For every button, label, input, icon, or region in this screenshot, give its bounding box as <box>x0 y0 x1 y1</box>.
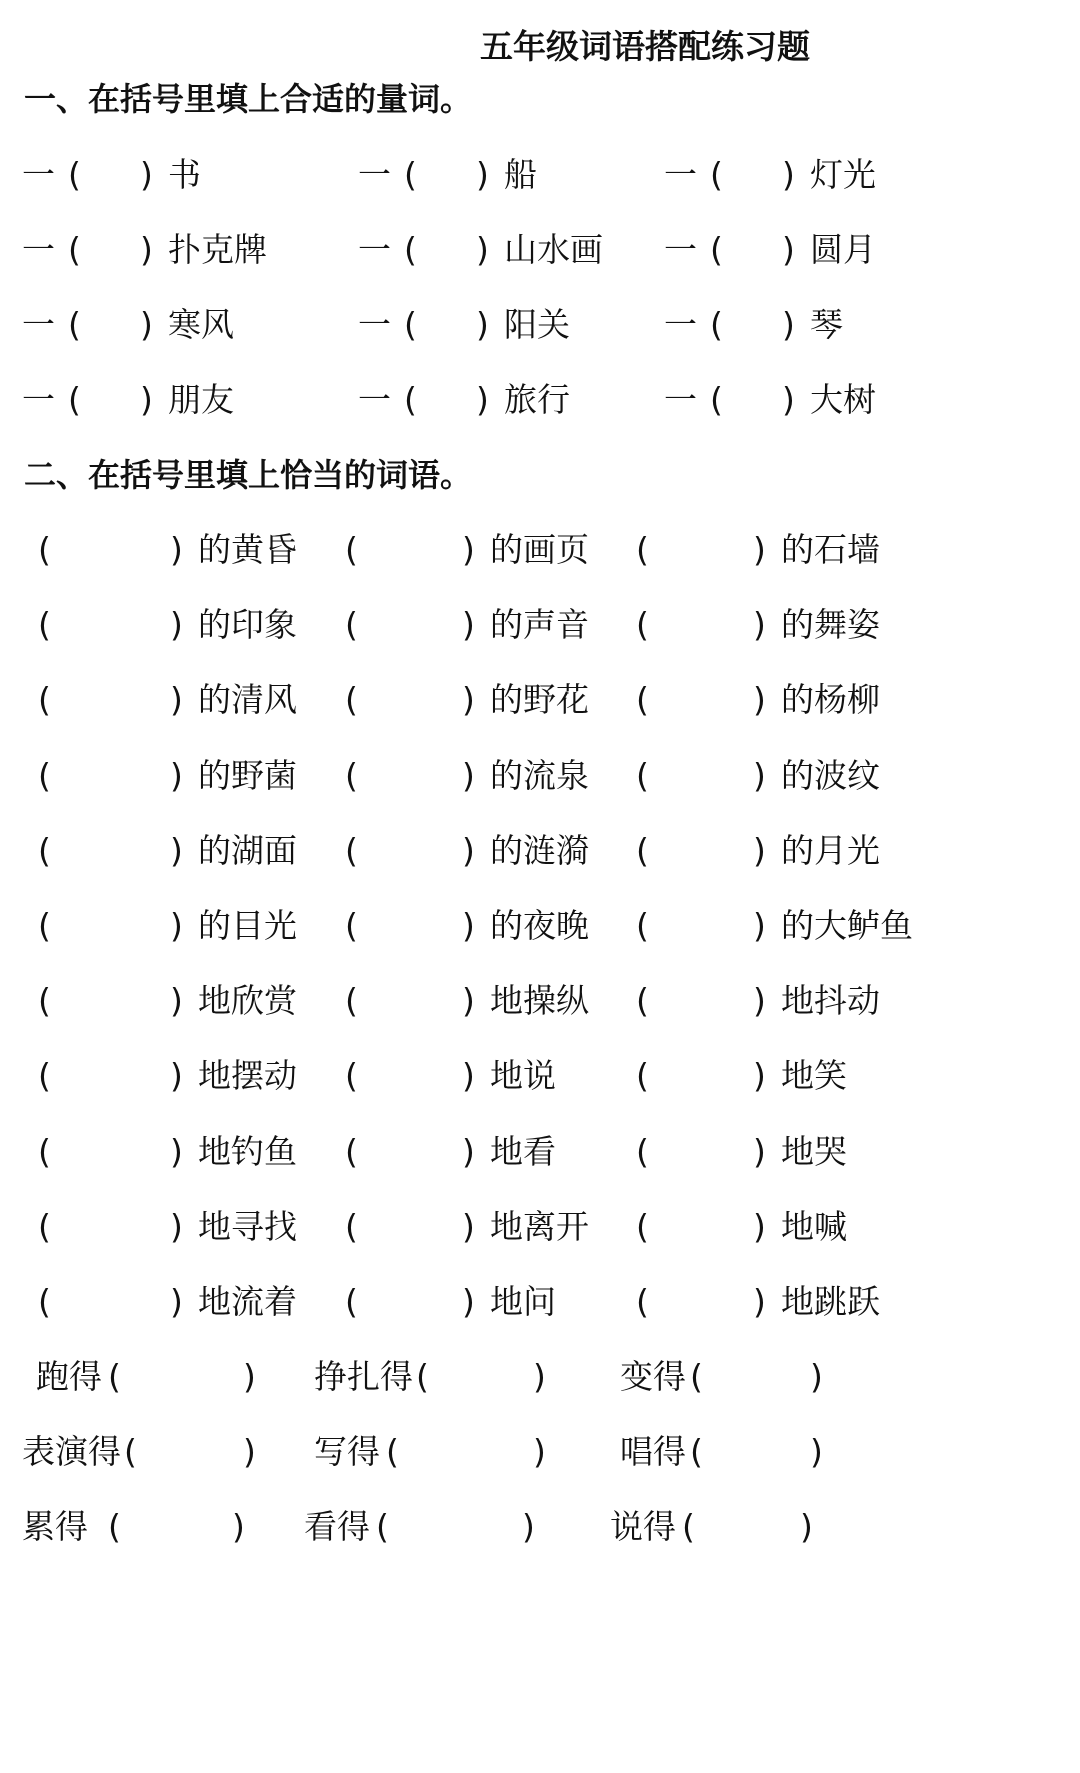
close-paren: ) <box>476 230 489 269</box>
close-paren: ) <box>810 1357 823 1396</box>
answer-blank[interactable] <box>365 1127 460 1177</box>
target-word: 的波纹 <box>781 755 880 795</box>
close-paren: ) <box>533 1357 546 1396</box>
answer-blank[interactable] <box>58 600 168 650</box>
answer-blank[interactable] <box>656 1277 751 1327</box>
modifier-row <box>0 675 1080 725</box>
prefix-one: 一 <box>664 230 697 269</box>
answer-blank[interactable] <box>88 375 138 425</box>
prefix-one: 一 <box>22 155 55 194</box>
answer-blank[interactable] <box>656 826 751 876</box>
close-paren: ) <box>753 1206 766 1246</box>
target-word: 看得 <box>304 1507 370 1546</box>
complement-row <box>0 1427 1080 1477</box>
target-word: 琴 <box>810 305 843 344</box>
close-paren: ) <box>462 1131 475 1171</box>
open-paren: ( <box>38 530 51 569</box>
target-word: 旅行 <box>504 380 570 419</box>
answer-blank[interactable] <box>58 1277 168 1327</box>
close-paren: ) <box>170 605 183 645</box>
measure-word-row <box>0 225 1080 275</box>
answer-blank[interactable] <box>144 1427 241 1477</box>
close-paren: ) <box>462 830 475 870</box>
answer-blank[interactable] <box>656 1202 751 1252</box>
close-paren: ) <box>753 605 766 645</box>
open-paren: ( <box>416 1357 429 1396</box>
open-paren: ( <box>404 305 417 344</box>
modifier-row <box>0 826 1080 876</box>
open-paren: ( <box>345 981 358 1021</box>
open-paren: ( <box>710 230 723 269</box>
close-paren: ) <box>462 530 475 569</box>
close-paren: ) <box>170 530 183 569</box>
open-paren: ( <box>636 906 649 945</box>
target-word: 的野菌 <box>198 755 297 795</box>
modifier-row <box>0 976 1080 1026</box>
answer-blank[interactable] <box>58 1202 168 1252</box>
open-paren: ( <box>690 1357 703 1396</box>
answer-blank[interactable] <box>58 826 168 876</box>
target-word: 跑得 <box>36 1357 102 1396</box>
answer-blank[interactable] <box>365 600 460 650</box>
target-word: 唱得 <box>620 1432 686 1471</box>
answer-blank[interactable] <box>424 375 474 425</box>
target-word: 表演得 <box>22 1432 121 1471</box>
target-word: 地问 <box>490 1282 556 1321</box>
page-title: 五年级词语搭配练习题 <box>480 27 810 66</box>
open-paren: ( <box>345 830 358 870</box>
close-paren: ) <box>170 1206 183 1246</box>
open-paren: ( <box>710 380 723 419</box>
close-paren: ) <box>753 830 766 870</box>
prefix-one: 一 <box>664 305 697 344</box>
answer-blank[interactable] <box>656 600 751 650</box>
target-word: 灯光 <box>810 155 876 194</box>
open-paren: ( <box>710 305 723 344</box>
answer-blank[interactable] <box>436 1352 531 1402</box>
answer-blank[interactable] <box>128 1502 230 1552</box>
close-paren: ) <box>476 155 489 194</box>
answer-blank[interactable] <box>424 150 474 200</box>
open-paren: ( <box>68 380 81 419</box>
answer-blank[interactable] <box>365 1277 460 1327</box>
close-paren: ) <box>462 680 475 720</box>
open-paren: ( <box>404 380 417 419</box>
close-paren: ) <box>522 1507 535 1546</box>
answer-blank[interactable] <box>710 1352 808 1402</box>
target-word: 的声音 <box>490 605 589 645</box>
answer-blank[interactable] <box>58 1051 168 1101</box>
target-word: 地摆动 <box>198 1056 297 1096</box>
open-paren: ( <box>68 230 81 269</box>
prefix-one: 一 <box>664 155 697 194</box>
open-paren: ( <box>345 755 358 795</box>
close-paren: ) <box>170 981 183 1021</box>
target-word: 的画页 <box>490 530 589 569</box>
target-word: 地离开 <box>490 1206 589 1246</box>
complement-row <box>0 1352 1080 1402</box>
open-paren: ( <box>404 230 417 269</box>
close-paren: ) <box>753 981 766 1021</box>
answer-blank[interactable] <box>730 150 780 200</box>
answer-blank[interactable] <box>365 751 460 801</box>
target-word: 地钓鱼 <box>198 1131 297 1171</box>
close-paren: ) <box>462 755 475 795</box>
open-paren: ( <box>38 1282 51 1321</box>
target-word: 变得 <box>620 1357 686 1396</box>
open-paren: ( <box>124 1432 137 1471</box>
open-paren: ( <box>345 906 358 945</box>
target-word: 地说 <box>490 1056 556 1096</box>
modifier-row <box>0 525 1080 575</box>
open-paren: ( <box>710 155 723 194</box>
section1-heading: 一、在括号里填上合适的量词。 <box>24 80 473 118</box>
answer-blank[interactable] <box>58 1127 168 1177</box>
close-paren: ) <box>170 755 183 795</box>
close-paren: ) <box>170 1056 183 1096</box>
target-word: 写得 <box>314 1432 380 1471</box>
close-paren: ) <box>462 906 475 945</box>
target-word: 地操纵 <box>490 981 589 1021</box>
target-word: 的湖面 <box>198 830 297 870</box>
measure-word-row <box>0 300 1080 350</box>
open-paren: ( <box>345 1282 358 1321</box>
target-word: 的野花 <box>490 680 589 720</box>
prefix-one: 一 <box>22 380 55 419</box>
modifier-row <box>0 1277 1080 1327</box>
close-paren: ) <box>170 830 183 870</box>
target-word: 阳关 <box>504 305 570 344</box>
answer-blank[interactable] <box>365 976 460 1026</box>
close-paren: ) <box>753 906 766 945</box>
open-paren: ( <box>345 605 358 645</box>
answer-blank[interactable] <box>656 675 751 725</box>
answer-blank[interactable] <box>730 375 780 425</box>
open-paren: ( <box>636 830 649 870</box>
close-paren: ) <box>170 680 183 720</box>
close-paren: ) <box>140 380 153 419</box>
open-paren: ( <box>108 1357 121 1396</box>
target-word: 扑克牌 <box>168 230 267 269</box>
answer-blank[interactable] <box>88 225 138 275</box>
open-paren: ( <box>38 981 51 1021</box>
answer-blank[interactable] <box>656 976 751 1026</box>
target-word: 圆月 <box>810 230 876 269</box>
open-paren: ( <box>345 530 358 569</box>
answer-blank[interactable] <box>406 1427 531 1477</box>
close-paren: ) <box>753 680 766 720</box>
open-paren: ( <box>38 906 51 945</box>
close-paren: ) <box>462 1056 475 1096</box>
target-word: 的夜晚 <box>490 906 589 945</box>
answer-blank[interactable] <box>656 751 751 801</box>
answer-blank[interactable] <box>365 675 460 725</box>
open-paren: ( <box>690 1432 703 1471</box>
answer-blank[interactable] <box>424 225 474 275</box>
open-paren: ( <box>345 680 358 720</box>
open-paren: ( <box>38 755 51 795</box>
measure-word-row <box>0 150 1080 200</box>
target-word: 地欣赏 <box>198 981 297 1021</box>
answer-blank[interactable] <box>702 1502 798 1552</box>
section2-heading: 二、在括号里填上恰当的词语。 <box>24 456 473 494</box>
open-paren: ( <box>38 1206 51 1246</box>
open-paren: ( <box>636 1206 649 1246</box>
answer-blank[interactable] <box>58 751 168 801</box>
target-word: 地哭 <box>781 1131 847 1171</box>
modifier-row <box>0 600 1080 650</box>
open-paren: ( <box>38 680 51 720</box>
close-paren: ) <box>533 1432 546 1471</box>
answer-blank[interactable] <box>88 300 138 350</box>
complement-row <box>0 1502 1080 1552</box>
target-word: 地流着 <box>198 1282 297 1321</box>
answer-blank[interactable] <box>656 1127 751 1177</box>
target-word: 的石墙 <box>781 530 880 569</box>
open-paren: ( <box>636 530 649 569</box>
close-paren: ) <box>753 755 766 795</box>
modifier-row <box>0 1051 1080 1101</box>
close-paren: ) <box>462 605 475 645</box>
open-paren: ( <box>636 1282 649 1321</box>
prefix-one: 一 <box>358 230 391 269</box>
close-paren: ) <box>753 1131 766 1171</box>
open-paren: ( <box>108 1507 121 1546</box>
modifier-row <box>0 1127 1080 1177</box>
open-paren: ( <box>38 605 51 645</box>
answer-blank[interactable] <box>365 1202 460 1252</box>
answer-blank[interactable] <box>58 525 168 575</box>
open-paren: ( <box>636 605 649 645</box>
answer-blank[interactable] <box>365 901 460 951</box>
target-word: 的舞姿 <box>781 605 880 645</box>
target-word: 朋友 <box>168 380 234 419</box>
open-paren: ( <box>38 1056 51 1096</box>
answer-blank[interactable] <box>365 826 460 876</box>
target-word: 地笑 <box>781 1056 847 1096</box>
close-paren: ) <box>243 1357 256 1396</box>
modifier-row <box>0 751 1080 801</box>
target-word: 的月光 <box>781 830 880 870</box>
open-paren: ( <box>682 1507 695 1546</box>
target-word: 的杨柳 <box>781 680 880 720</box>
open-paren: ( <box>38 830 51 870</box>
answer-blank[interactable] <box>58 901 168 951</box>
answer-blank[interactable] <box>365 1051 460 1101</box>
close-paren: ) <box>782 230 795 269</box>
target-word: 寒风 <box>168 305 234 344</box>
close-paren: ) <box>810 1432 823 1471</box>
target-word: 的大鲈鱼 <box>781 906 913 945</box>
close-paren: ) <box>800 1507 813 1546</box>
open-paren: ( <box>636 755 649 795</box>
close-paren: ) <box>782 155 795 194</box>
target-word: 的目光 <box>198 906 297 945</box>
answer-blank[interactable] <box>656 525 751 575</box>
answer-blank[interactable] <box>88 150 138 200</box>
open-paren: ( <box>38 1131 51 1171</box>
answer-blank[interactable] <box>710 1427 808 1477</box>
close-paren: ) <box>170 1282 183 1321</box>
target-word: 大树 <box>810 380 876 419</box>
close-paren: ) <box>140 155 153 194</box>
open-paren: ( <box>636 1131 649 1171</box>
answer-blank[interactable] <box>424 300 474 350</box>
close-paren: ) <box>476 305 489 344</box>
open-paren: ( <box>636 680 649 720</box>
close-paren: ) <box>782 305 795 344</box>
prefix-one: 一 <box>358 305 391 344</box>
close-paren: ) <box>140 230 153 269</box>
close-paren: ) <box>753 1282 766 1321</box>
answer-blank[interactable] <box>656 901 751 951</box>
target-word: 船 <box>504 155 537 194</box>
close-paren: ) <box>753 1056 766 1096</box>
close-paren: ) <box>753 530 766 569</box>
modifier-row <box>0 1202 1080 1252</box>
open-paren: ( <box>404 155 417 194</box>
target-word: 的清风 <box>198 680 297 720</box>
target-word: 的流泉 <box>490 755 589 795</box>
target-word: 说得 <box>610 1507 676 1546</box>
answer-blank[interactable] <box>365 525 460 575</box>
close-paren: ) <box>782 380 795 419</box>
open-paren: ( <box>345 1056 358 1096</box>
close-paren: ) <box>170 1131 183 1171</box>
answer-blank[interactable] <box>656 1051 751 1101</box>
target-word: 地寻找 <box>198 1206 297 1246</box>
answer-blank[interactable] <box>58 675 168 725</box>
close-paren: ) <box>462 1206 475 1246</box>
answer-blank[interactable] <box>128 1352 241 1402</box>
target-word: 挣扎得 <box>314 1357 413 1396</box>
open-paren: ( <box>386 1432 399 1471</box>
open-paren: ( <box>68 155 81 194</box>
target-word: 地抖动 <box>781 981 880 1021</box>
target-word: 的黄昏 <box>198 530 297 569</box>
prefix-one: 一 <box>664 380 697 419</box>
open-paren: ( <box>636 981 649 1021</box>
target-word: 山水画 <box>504 230 603 269</box>
close-paren: ) <box>232 1507 245 1546</box>
target-word: 的印象 <box>198 605 297 645</box>
close-paren: ) <box>476 380 489 419</box>
prefix-one: 一 <box>22 230 55 269</box>
open-paren: ( <box>68 305 81 344</box>
target-word: 地喊 <box>781 1206 847 1246</box>
target-word: 累得 <box>22 1507 88 1546</box>
answer-blank[interactable] <box>58 976 168 1026</box>
prefix-one: 一 <box>358 380 391 419</box>
answer-blank[interactable] <box>730 300 780 350</box>
close-paren: ) <box>170 906 183 945</box>
open-paren: ( <box>345 1206 358 1246</box>
modifier-row <box>0 901 1080 951</box>
prefix-one: 一 <box>358 155 391 194</box>
measure-word-row <box>0 375 1080 425</box>
prefix-one: 一 <box>22 305 55 344</box>
target-word: 书 <box>168 155 201 194</box>
open-paren: ( <box>345 1131 358 1171</box>
open-paren: ( <box>376 1507 389 1546</box>
close-paren: ) <box>243 1432 256 1471</box>
target-word: 地看 <box>490 1131 556 1171</box>
target-word: 地跳跃 <box>781 1282 880 1321</box>
answer-blank[interactable] <box>730 225 780 275</box>
answer-blank[interactable] <box>396 1502 520 1552</box>
close-paren: ) <box>462 1282 475 1321</box>
close-paren: ) <box>462 981 475 1021</box>
close-paren: ) <box>140 305 153 344</box>
target-word: 的涟漪 <box>490 830 589 870</box>
open-paren: ( <box>636 1056 649 1096</box>
